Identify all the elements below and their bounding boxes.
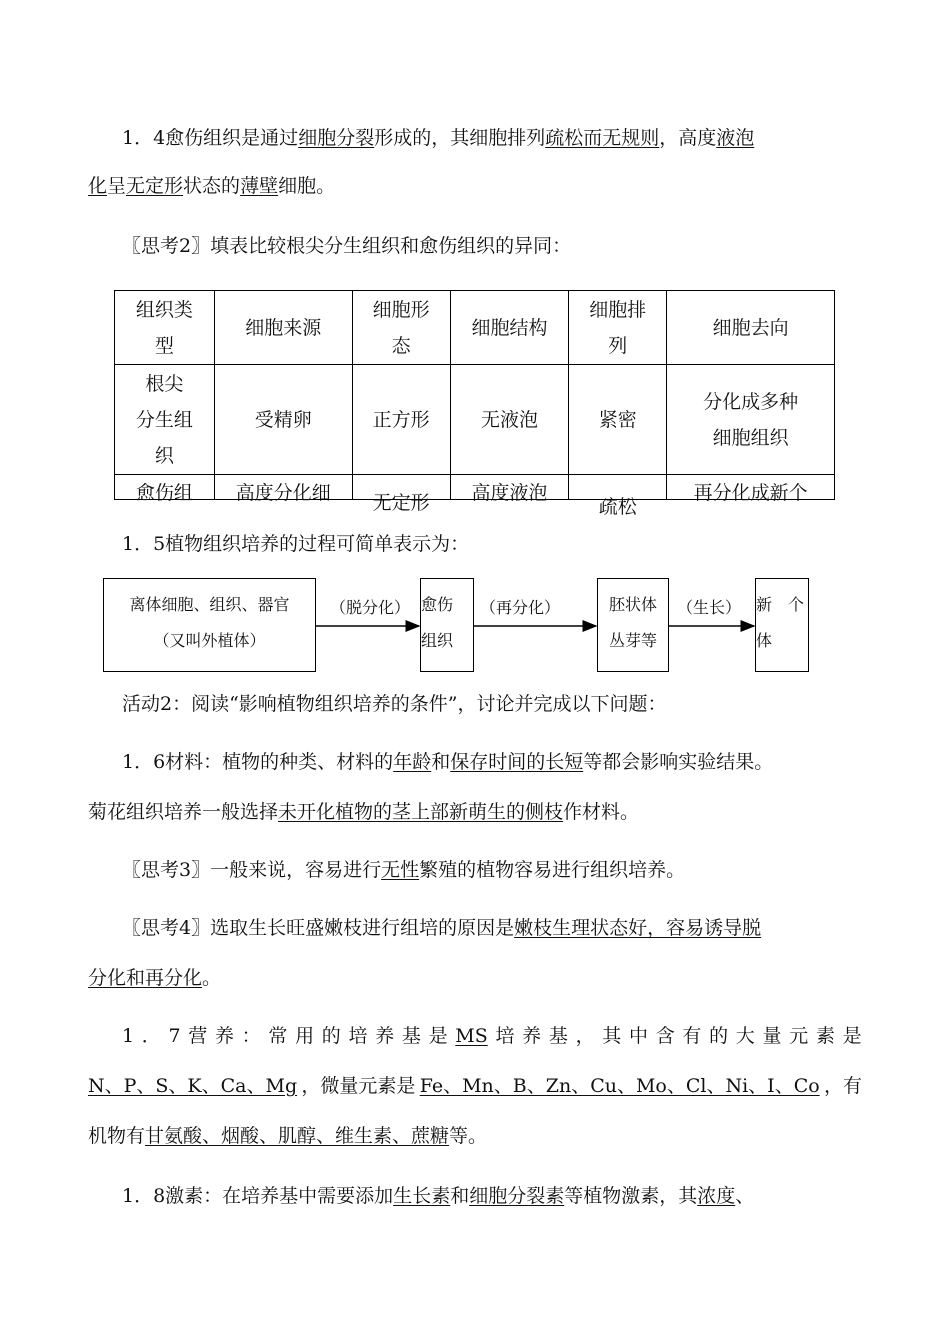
paragraph-1-4-line2: 化呈无定形状态的薄壁细胞。 bbox=[88, 175, 336, 197]
header-tissue-type: 组织类 型 bbox=[115, 291, 215, 365]
answer-ms-medium: MS bbox=[455, 1025, 488, 1047]
header-cell-fate: 细胞去向 bbox=[667, 291, 835, 365]
paragraph-1-8: 1．8激素：在培养基中需要添加生长素和细胞分裂素等植物激素，其浓度、 bbox=[122, 1185, 755, 1207]
answer-micro-elements: Fe、Mn、B、Zn、Cu、Mo、Cl、Ni、I、Co bbox=[419, 1075, 820, 1097]
arrow-label-dedifferentiation: （脱分化） bbox=[330, 598, 411, 617]
think4-line1: 〖思考4〗选取生长旺盛嫩枝进行组培的原因是嫩枝生理状态好，容易诱导脱 bbox=[122, 917, 762, 939]
think4-line2: 分化和再分化。 bbox=[88, 967, 222, 989]
answer-organics: 甘氨酸、烟酸、肌醇、维生素、蔗糖 bbox=[145, 1125, 450, 1147]
answer-lateral-branch: 未开化植物的茎上部新萌生的侧枝 bbox=[278, 801, 564, 823]
paragraph-1-7-line3: 机物有甘氨酸、烟酸、肌醇、维生素、蔗糖等。 bbox=[88, 1125, 488, 1147]
think2-prompt: 〖思考2〗填表比较根尖分生组织和愈伤组织的异同： bbox=[122, 235, 572, 257]
answer-vacuole: 液泡 bbox=[716, 127, 755, 149]
header-cell-shape: 细胞形 态 bbox=[352, 291, 450, 365]
paragraph-1-6-line1: 1．6材料：植物的种类、材料的年龄和保存时间的长短等都会影响实验结果。 bbox=[122, 751, 774, 773]
header-cell-arrangement: 细胞排 列 bbox=[569, 291, 667, 365]
table-row: 根尖 分生组 织 受精卵 正方形 无液泡 紧密 分化成多种 细胞组织 bbox=[115, 365, 835, 475]
answer-young-branch-reason: 嫩枝生理状态好，容易诱导脱 bbox=[514, 917, 762, 939]
answer-auxin: 生长素 bbox=[393, 1185, 451, 1207]
paragraph-1-5: 1．5植物组织培养的过程可简单表示为： bbox=[122, 533, 470, 555]
paragraph-1-7-line2: N、P、S、K、Ca、Mg ，微量元素是 Fe、Mn、B、Zn、Cu、Mo、Cl、Ni、I、Co ，有 bbox=[88, 1072, 862, 1100]
answer-storage-time: 保存时间的长短 bbox=[450, 751, 584, 773]
paragraph-1-6-line2: 菊花组织培养一般选择未开化植物的茎上部新萌生的侧枝作材料。 bbox=[88, 801, 640, 823]
table-row: 愈伤组 高度分化细 无定形 高度液泡 疏松 再分化成新个 bbox=[115, 475, 835, 500]
header-cell-structure: 细胞结构 bbox=[450, 291, 569, 365]
answer-age: 年龄 bbox=[393, 751, 432, 773]
flow-box-explant: 离体细胞、组织、器官 （又叫外植体） bbox=[103, 578, 316, 672]
arrow-label-redifferentiation: （再分化） bbox=[480, 598, 561, 617]
answer-cytokinin: 细胞分裂素 bbox=[469, 1185, 565, 1207]
answer-amorphous: 无定形 bbox=[126, 175, 184, 197]
think3: 〖思考3〗一般来说，容易进行无性繁殖的植物容易进行组织培养。 bbox=[122, 859, 686, 881]
answer-asexual: 无性 bbox=[381, 859, 420, 881]
answer-thin-wall: 薄壁 bbox=[240, 175, 279, 197]
answer-concentration: 浓度 bbox=[697, 1185, 736, 1207]
paragraph-1-7-line1: 1 ． 7 营 养 ： 常 用 的 培 养 基 是 MS 培 养 基 ， 其 中 含 有 的 大 量 元 素 是 bbox=[122, 1022, 862, 1050]
paragraph-1-4-line1: 1．4愈伤组织是通过细胞分裂形成的，其细胞排列疏松而无规则，高度液泡 bbox=[122, 127, 755, 149]
activity2-prompt: 活动2：阅读“影响植物组织培养的条件”，讨论并完成以下问题： bbox=[122, 693, 667, 715]
header-cell-origin: 细胞来源 bbox=[214, 291, 352, 365]
answer-loose-arrangement: 疏松而无规则 bbox=[545, 127, 660, 149]
arrow-label-growth: （生长） bbox=[677, 598, 742, 617]
answer-cell-division: 细胞分裂 bbox=[298, 127, 375, 149]
flow-box-callus: 愈伤 组织 bbox=[420, 578, 474, 672]
answer-macro-elements: N、P、S、K、Ca、Mg bbox=[88, 1075, 298, 1097]
flow-box-embryoid: 胚状体 丛芽等 bbox=[597, 578, 669, 672]
flow-box-new-individual: 新 个 体 bbox=[755, 578, 809, 672]
